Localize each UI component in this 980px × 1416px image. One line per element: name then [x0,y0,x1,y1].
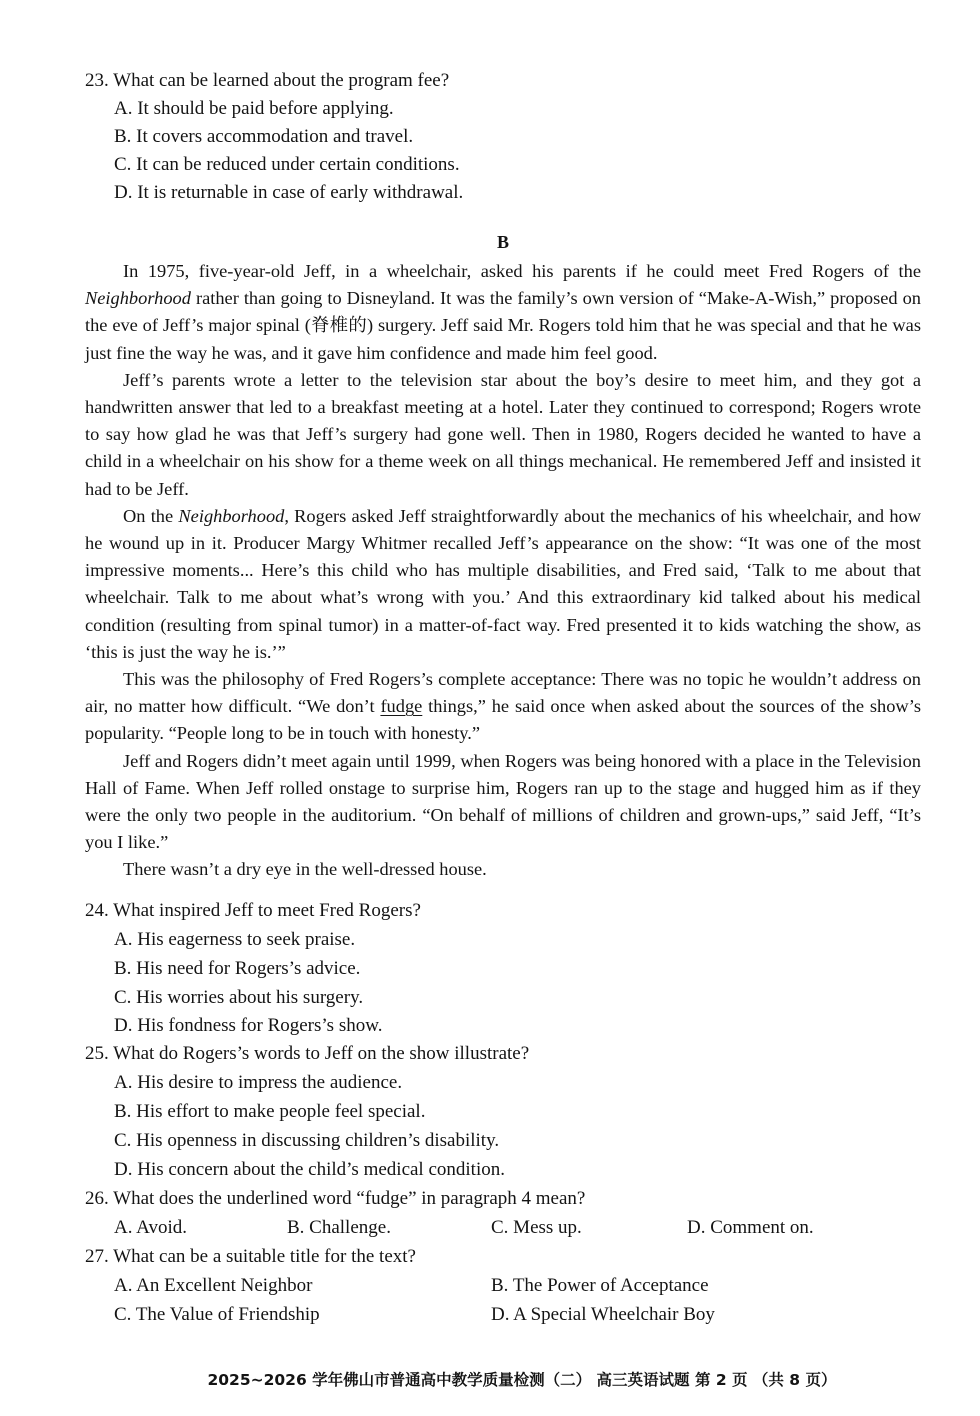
question-27-option-b: B. The Power of Acceptance [491,1275,709,1296]
question-25-option-c: C. His openness in discussing children’s disability. [114,1130,500,1151]
question-26-option-c: C. Mess up. [491,1217,582,1238]
question-27-option-c: C. The Value of Friendship [114,1304,320,1325]
question-23-stem: 23. What can be learned about the program fee? [85,70,450,91]
question-23-option-b: B. It covers accommodation and travel. [114,126,414,147]
question-26-option-a: A. Avoid. [114,1217,188,1238]
paragraph-6: There wasn’t a dry eye in the well-dressed house. [123,859,487,880]
question-25-option-b: B. His effort to make people feel special. [114,1101,426,1122]
question-27-stem: 27. What can be a suitable title for the text? [85,1246,416,1267]
paragraph-3: On the Neighborhood, Rogers asked Jeff straightforwardly about the mechanics of his wheelchair, and how he wound up in it. Producer Margy Whitmer recalled Jeff’s appearance on the show: “It was one of the most impressive moments... Here’s this child who has multiple disabilities, and Fred said, ‘Talk to me about that wheelchair. Talk to me about what’s wrong with you.’ And this extraordinary kid talked about his medical condition (resulting from spinal tumor) in a matter-of-fact way. Fred presented it to kids watching the show, as ‘this is just the way he is.’” [85,505,922,662]
question-25-stem: 25. What do Rogers’s words to Jeff on the show illustrate? [85,1043,530,1064]
show-title: Neighborhood [85,288,191,309]
question-27-option-a: A. An Excellent Neighbor [114,1275,313,1296]
question-26-option-d: D. Comment on. [687,1217,814,1238]
paragraph-2: Jeff’s parents wrote a letter to the television star about the boy’s desire to meet him, and they got a handwritten answer that led to a breakfast meeting at a hotel. Later they continued to correspond; Rogers wrote to say how glad he was that Jeff’s surgery had gone well. Then in 1980, Rogers decided he wanted to have a child in a wheelchair on his show for a theme week on all things mechanical. He remembered Jeff and insisted it had to be Jeff. [85,369,921,499]
question-23-option-d: D. It is returnable in case of early withdrawal. [114,182,464,203]
reading-passage [85,258,921,884]
question-24-option-b: B. His need for Rogers’s advice. [114,958,361,979]
underlined-word-fudge: fudge [380,696,423,717]
question-26-option-b: B. Challenge. [287,1217,391,1238]
paragraph-4: This was the philosophy of Fred Rogers’s complete acceptance: There was no topic he wouldn’t address on air, no matter how difficult. “We don’t fudge things,” he said once when asked about the sources of the show’s popularity. “People long to be in touch with honesty.” [85,669,921,744]
question-24-option-a: A. His eagerness to seek praise. [114,929,356,950]
question-23-option-c: C. It can be reduced under certain conditions. [114,154,460,175]
paragraph-1: In 1975, five-year-old Jeff, in a wheelchair, asked his parents if he could meet Fred Rogers of the Neighborhood rather than going to Disneyland. It was the family’s own version of “Make-A-Wish,” proposed on the eve of Jeff’s major spinal (脊椎的) surgery. Jeff said Mr. Rogers told him that he was special and that he was just fine the way he was, and it gave him confidence and made him feel good. [85,261,921,363]
section-heading-b: B [496,232,509,252]
question-24-option-d: D. His fondness for Rogers’s show. [114,1015,383,1036]
question-27-option-d: D. A Special Wheelchair Boy [491,1304,715,1325]
show-title: Neighborhood [178,505,285,526]
question-26-stem: 26. What does the underlined word “fudge” in paragraph 4 mean? [85,1188,586,1209]
question-25-option-a: A. His desire to impress the audience. [114,1072,403,1093]
question-24-stem: 24. What inspired Jeff to meet Fred Rogers? [85,900,421,921]
paragraph-5: Jeff and Rogers didn’t meet again until 1999, when Rogers was being honored with a place in the Television Hall of Fame. When Jeff rolled onstage to surprise him, Rogers ran up to the stage and hugged him as if they were the only two people in the auditorium. “On behalf of millions of children and grown-ups,” said Jeff, “It’s you I like.” [85,750,921,853]
question-25-option-d: D. His concern about the child’s medical condition. [114,1159,505,1180]
question-24-option-c: C. His worries about his surgery. [114,987,364,1008]
question-23-option-a: A. It should be paid before applying. [114,98,394,119]
page-footer: 2025~2026 学年佛山市普通高中教学质量检测（二） 高三英语试题 第 2 页 （共 8 页） [207,1371,837,1389]
